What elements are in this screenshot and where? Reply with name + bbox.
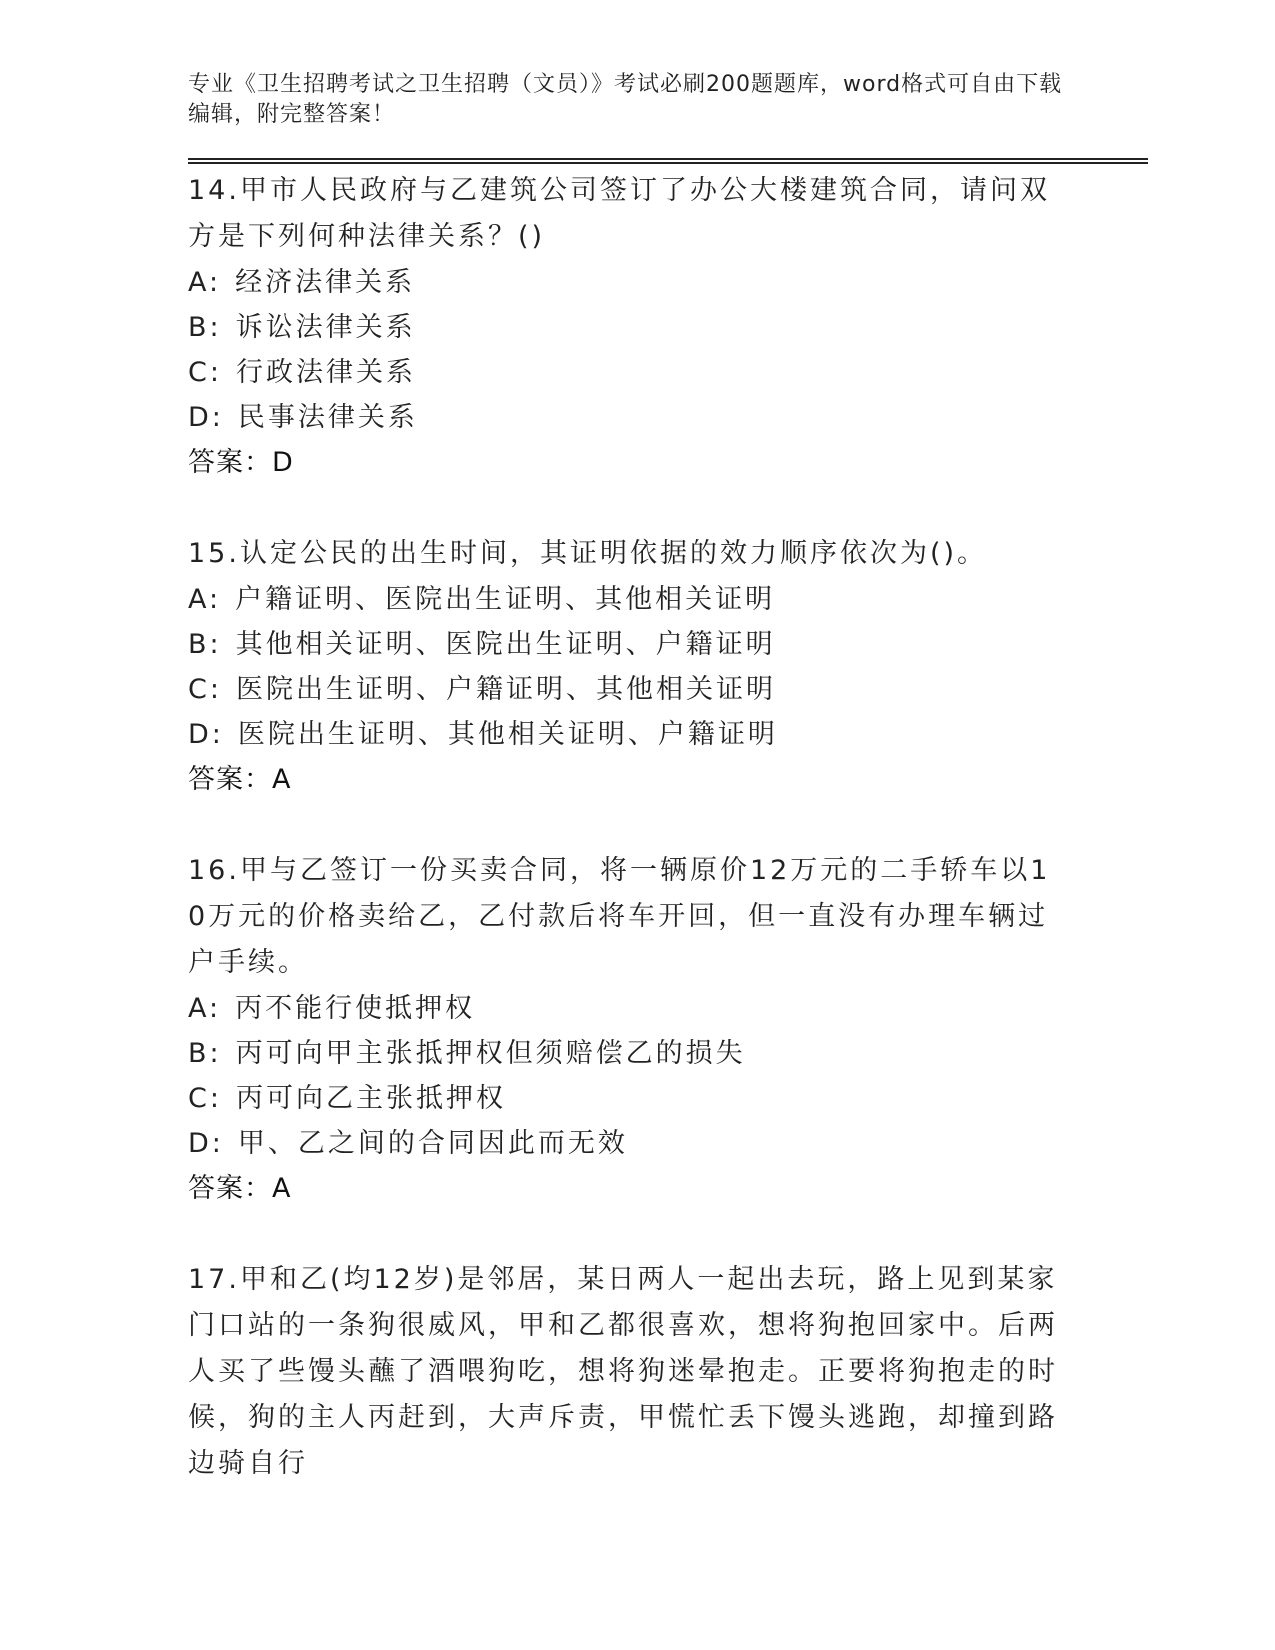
question-16 — [188, 848, 1148, 1212]
answer-line — [188, 757, 1148, 803]
header-rule-thick — [188, 162, 1148, 164]
option-text: 丙可向甲主张抵押权但须赔偿乙的损失 — [235, 1038, 746, 1069]
option-key: C: — [188, 674, 222, 705]
option-a — [188, 986, 1148, 1031]
option-b — [188, 1031, 1148, 1076]
option-b — [188, 305, 1148, 350]
option-text: 医院出生证明、户籍证明、其他相关证明 — [235, 674, 776, 705]
option-text: 甲、乙之间的合同因此而无效 — [237, 1128, 628, 1159]
answer-label: 答案： — [188, 1173, 272, 1204]
question-stem: 16.甲与乙签订一份买卖合同，将一辆原价12万元的二手轿车以10万元的价格卖给乙，乙付款后将车开回，但一直没有办理车辆过户手续。 — [188, 855, 1051, 978]
question-17 — [188, 1257, 1148, 1487]
option-key: D: — [188, 402, 224, 433]
document-page — [188, 70, 1148, 1487]
option-key: D: — [188, 719, 224, 750]
option-text: 行政法律关系 — [235, 357, 416, 388]
option-key: B: — [188, 1038, 222, 1069]
option-c — [188, 667, 1148, 712]
answer-line — [188, 1166, 1148, 1212]
option-b — [188, 622, 1148, 667]
option-key: D: — [188, 1128, 224, 1159]
option-text: 诉讼法律关系 — [235, 312, 416, 343]
option-text: 经济法律关系 — [235, 267, 416, 298]
answer-value: D — [272, 447, 293, 478]
option-a — [188, 577, 1148, 622]
option-d — [188, 712, 1148, 757]
answer-label: 答案： — [188, 447, 272, 478]
option-c — [188, 1076, 1148, 1121]
answer-value: A — [272, 764, 291, 795]
option-key: C: — [188, 357, 222, 388]
option-key: B: — [188, 629, 222, 660]
answer-value: A — [272, 1173, 291, 1204]
option-key: A: — [188, 993, 222, 1024]
option-text: 其他相关证明、医院出生证明、户籍证明 — [235, 629, 776, 660]
option-d — [188, 395, 1148, 440]
option-text: 户籍证明、医院出生证明、其他相关证明 — [235, 584, 776, 615]
question-stem: 14.甲市人民政府与乙建筑公司签订了办公大楼建筑合同，请问双方是下列何种法律关系？() — [188, 175, 1050, 252]
answer-line — [188, 440, 1148, 486]
question-stem: 17.甲和乙(均12岁)是邻居，某日两人一起出去玩，路上见到某家门口站的一条狗很威风，甲和乙都很喜欢，想将狗抱回家中。后两人买了些馒头蘸了酒喂狗吃，想将狗迷晕抱走。正要将狗抱走的时候，狗的主人丙赶到，大声斥责，甲慌忙丢下馒头逃跑，却撞到路边骑自行 — [188, 1264, 1058, 1479]
option-key: A: — [188, 267, 222, 298]
document-header: 专业《卫生招聘考试之卫生招聘（文员）》考试必刷200题题库，word格式可自由下载编辑，附完整答案！ — [188, 72, 1063, 127]
question-14 — [188, 168, 1148, 486]
question-stem: 15.认定公民的出生时间，其证明依据的效力顺序依次为()。 — [188, 538, 988, 569]
option-text: 医院出生证明、其他相关证明、户籍证明 — [237, 719, 778, 750]
option-text: 民事法律关系 — [237, 402, 418, 433]
option-key: A: — [188, 584, 222, 615]
answer-label: 答案： — [188, 764, 272, 795]
option-key: B: — [188, 312, 222, 343]
option-d — [188, 1121, 1148, 1166]
option-key: C: — [188, 1083, 222, 1114]
question-15 — [188, 531, 1148, 803]
option-text: 丙可向乙主张抵押权 — [235, 1083, 506, 1114]
option-a — [188, 260, 1148, 305]
option-text: 丙不能行使抵押权 — [235, 993, 476, 1024]
option-c — [188, 350, 1148, 395]
